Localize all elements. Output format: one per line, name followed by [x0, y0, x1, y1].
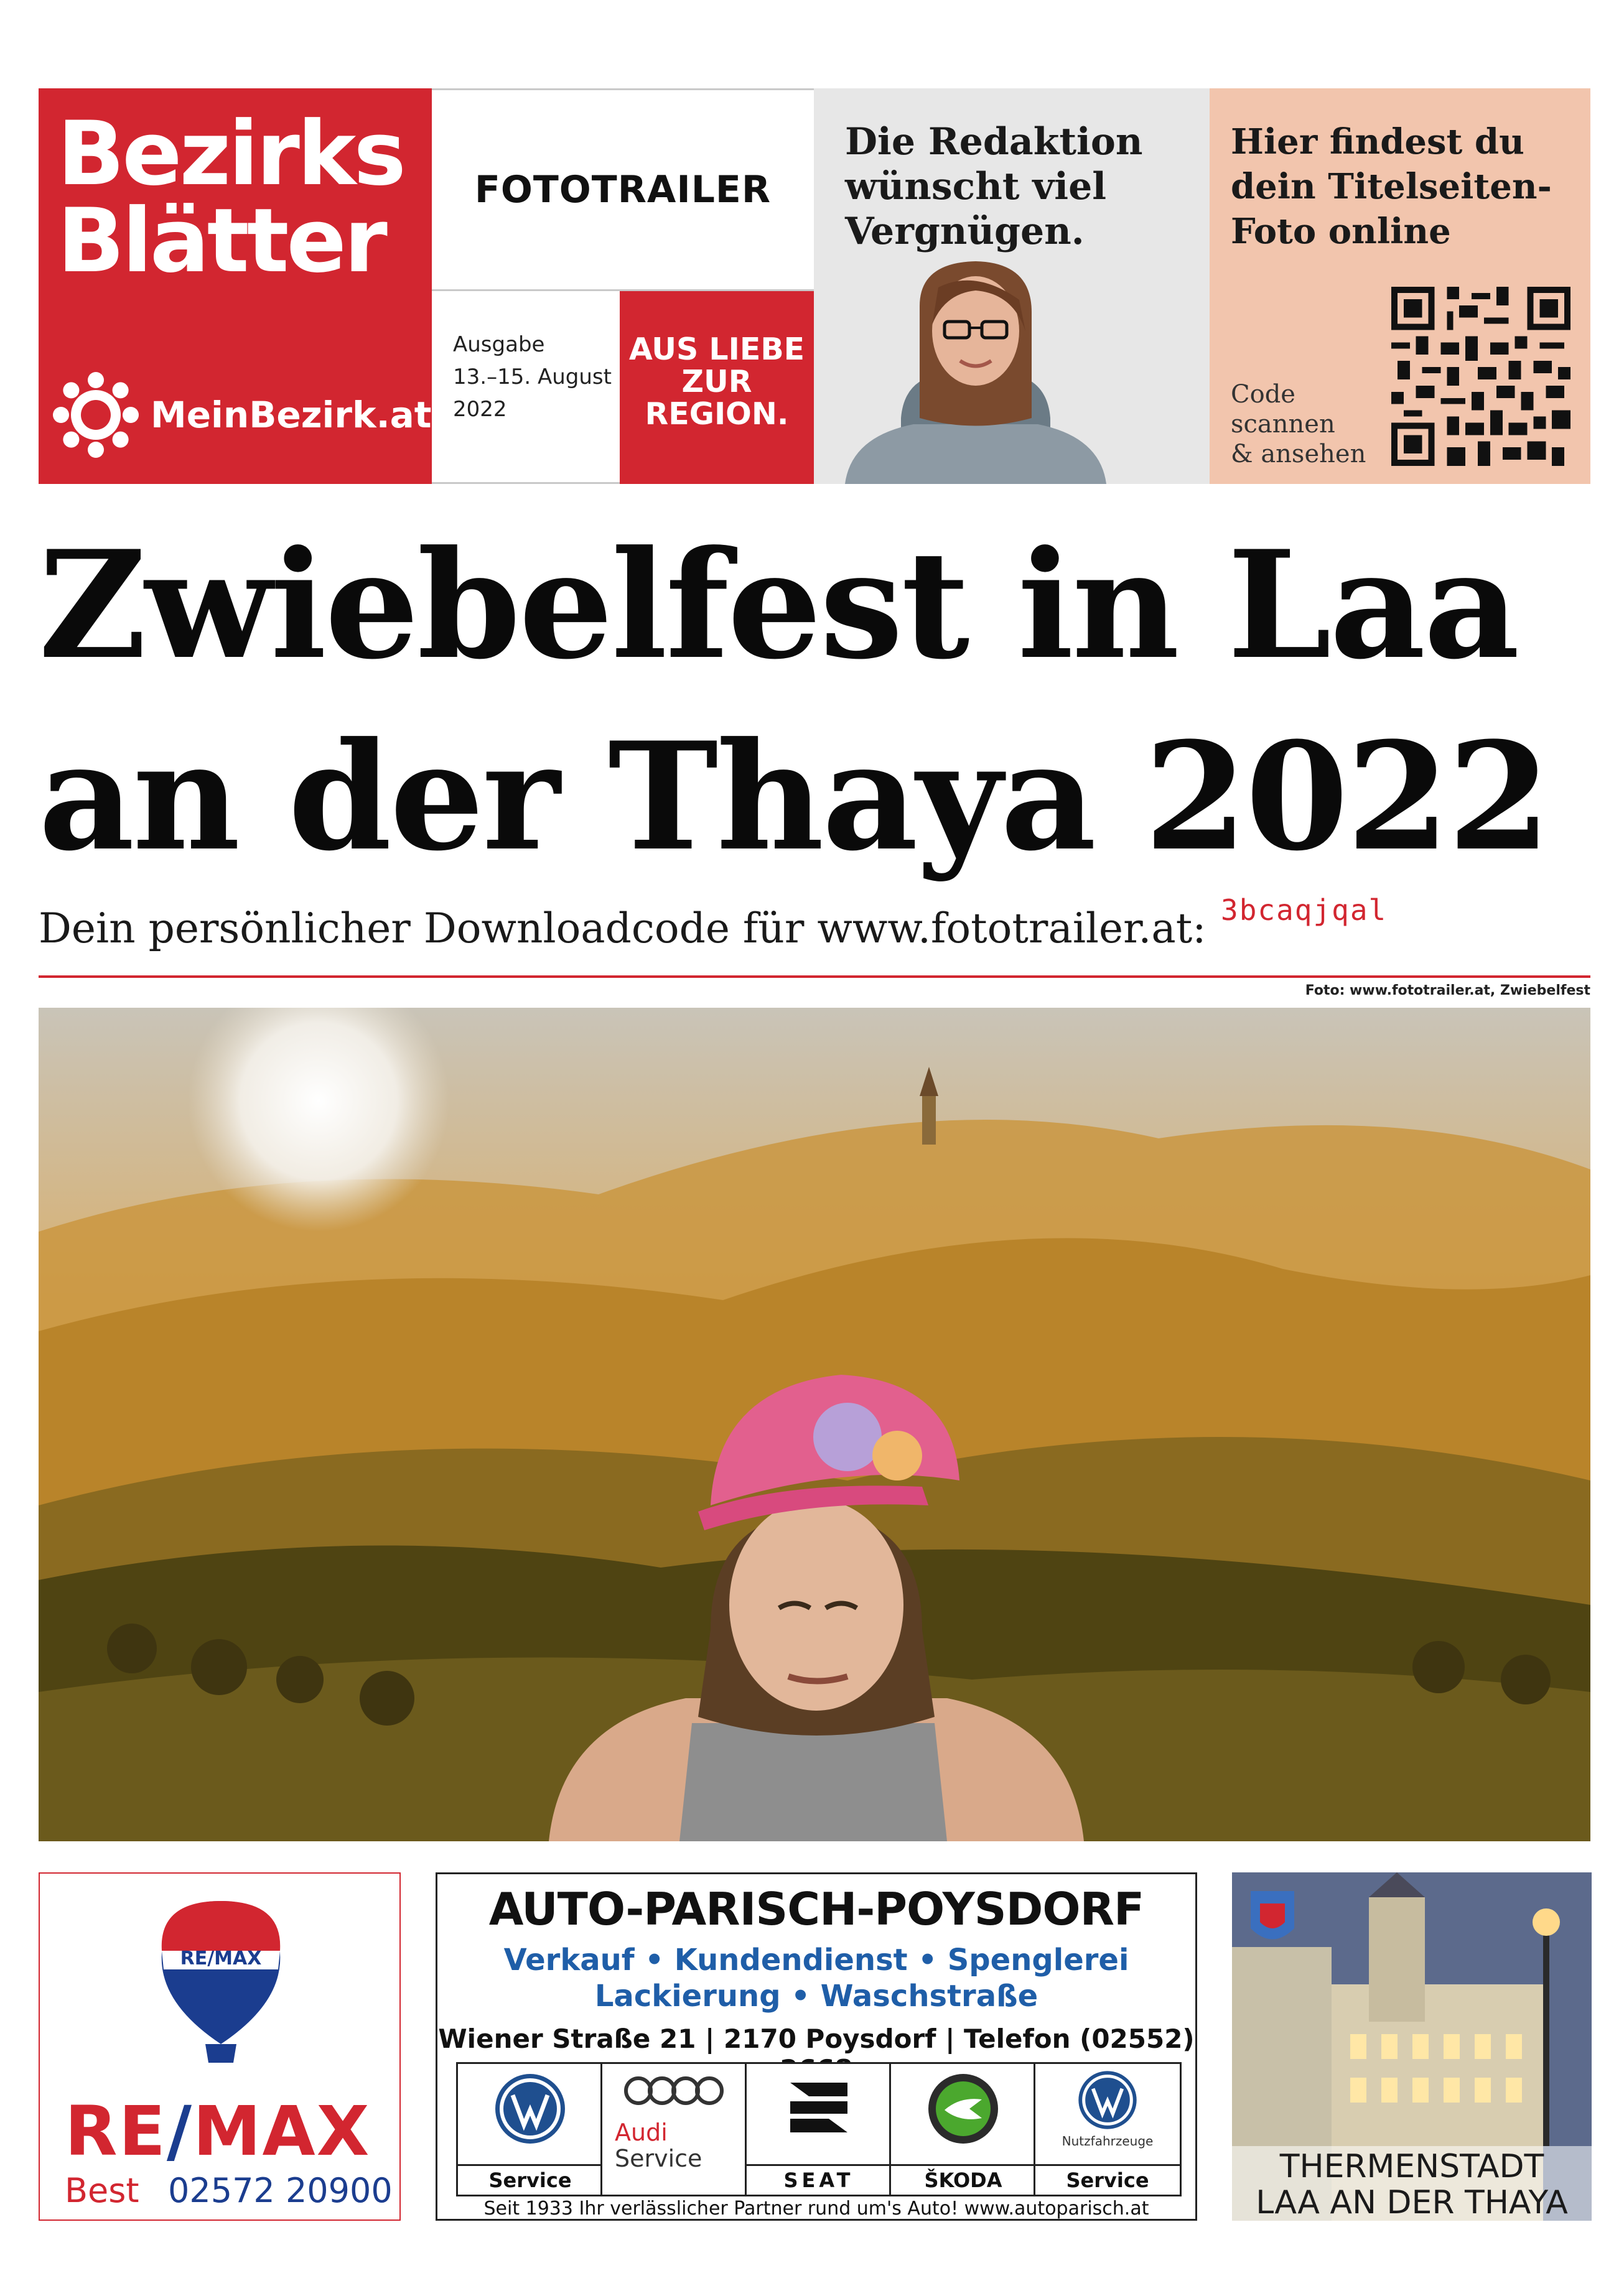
online-line: Foto online [1231, 211, 1451, 252]
redaktion-text [845, 119, 1142, 254]
online-line: dein Titelseiten- [1231, 166, 1552, 207]
headline [39, 510, 1594, 893]
remax-office: Best [65, 2171, 139, 2210]
headline-line1: Zwiebelfest in Laa [39, 519, 1518, 692]
scan-hint [1231, 379, 1366, 469]
brand-label: SEAT [747, 2164, 891, 2192]
bezirksblaetter-logo [39, 88, 432, 484]
scan-line: Code [1231, 380, 1295, 409]
balloon-label: RE/MAX [180, 1948, 262, 1969]
meinbezirk-link [52, 371, 431, 458]
auto-title: AUTO-PARISCH-POYSDORF [488, 1883, 1144, 1935]
sun-logo-icon [52, 371, 139, 458]
logo-line1: Bezirks [57, 103, 404, 205]
vw-commercial-sub: Nutzfahrzeuge [1062, 2134, 1154, 2149]
remax-phone[interactable]: 02572 20900 [168, 2171, 393, 2210]
slogan-box [620, 291, 814, 484]
brand-vw[interactable] [456, 2062, 604, 2196]
seat-logo-icon [784, 2076, 854, 2139]
redaktion-box [814, 88, 1210, 484]
brand-label: Service [1035, 2164, 1180, 2192]
auto-footer: Seit 1933 Ihr verlässlicher Partner rund um's Auto! www.autoparisch.at [483, 2198, 1149, 2219]
online-text [1231, 119, 1552, 254]
qr-code-icon[interactable] [1391, 286, 1570, 467]
auto-parisch-ad[interactable] [436, 1872, 1197, 2221]
remax-wordmark [65, 2091, 370, 2171]
audi-rings-icon [621, 2075, 728, 2106]
vw-logo-icon [493, 2071, 567, 2146]
remax-slash: / [166, 2091, 194, 2171]
brand-seat[interactable] [745, 2062, 893, 2196]
issue-year: 2022 [453, 397, 507, 422]
brand-label: Service [615, 2145, 702, 2172]
scan-line: & ansehen [1231, 440, 1366, 468]
therme-caption [1232, 2146, 1592, 2221]
brand-label: Service [458, 2164, 602, 2192]
logo-line2: Blätter [57, 190, 385, 292]
issue-info [432, 291, 620, 484]
photo-scene [39, 1008, 1590, 1841]
download-code[interactable]: 3bcaqjqal [1221, 893, 1388, 927]
slogan-line: REGION. [645, 396, 789, 432]
editor-portrait [845, 256, 1106, 484]
auto-services-2: Lackierung • Waschstraße [594, 1979, 1038, 2014]
divider [39, 975, 1590, 978]
remax-re: RE [65, 2091, 167, 2171]
slogan-line: AUS LIEBE [628, 332, 805, 367]
redaktion-line: wünscht viel [845, 165, 1107, 208]
skoda-logo-icon [926, 2071, 1001, 2146]
brand-audi[interactable] [600, 2062, 749, 2196]
remax-balloon-icon [156, 1895, 286, 2069]
auto-services-1: Verkauf • Kundendienst • Spenglerei [503, 1943, 1129, 1978]
therme-line1: THERMENSTADT [1279, 2148, 1544, 2185]
online-line: Hier findest du [1231, 121, 1524, 162]
brand-vw-commercial[interactable] [1034, 2062, 1182, 2196]
issue-label: Ausgabe [453, 332, 545, 357]
download-hint: Dein persönlicher Downloadcode für www.fototrailer.at: [39, 904, 1206, 952]
fototrailer-label: FOTOTRAILER [474, 168, 772, 211]
thermenstadt-ad[interactable] [1232, 1872, 1592, 2221]
online-box [1210, 88, 1590, 484]
slogan-line: ZUR [681, 364, 752, 399]
fototrailer-box [432, 88, 814, 291]
auto-address: Wiener Straße 21 | 2170 Poysdorf | Telefon (02552) [438, 2024, 1195, 2054]
meinbezirk-label: MeinBezirk.at [151, 394, 432, 436]
redaktion-line: Die Redaktion [845, 120, 1143, 164]
audi-label: Audi [615, 2119, 668, 2146]
issue-dates: 13.–15. August [453, 365, 612, 389]
vw-commercial-logo-icon [1076, 2069, 1139, 2131]
headline-line2: an der Thaya 2022 [39, 710, 1549, 884]
redaktion-line: Vergnügen. [845, 210, 1085, 253]
remax-max: MAX [193, 2091, 371, 2171]
remax-ad[interactable] [39, 1872, 401, 2221]
photo-credit: Foto: www.fototrailer.at, Zwiebelfest [1305, 983, 1590, 998]
main-photo [39, 1008, 1590, 1841]
therme-line2: LAA AN DER THAYA [1256, 2184, 1568, 2221]
brand-skoda[interactable] [889, 2062, 1037, 2196]
brand-label: ŠKODA [891, 2164, 1035, 2192]
scan-line: scannen [1231, 410, 1335, 439]
